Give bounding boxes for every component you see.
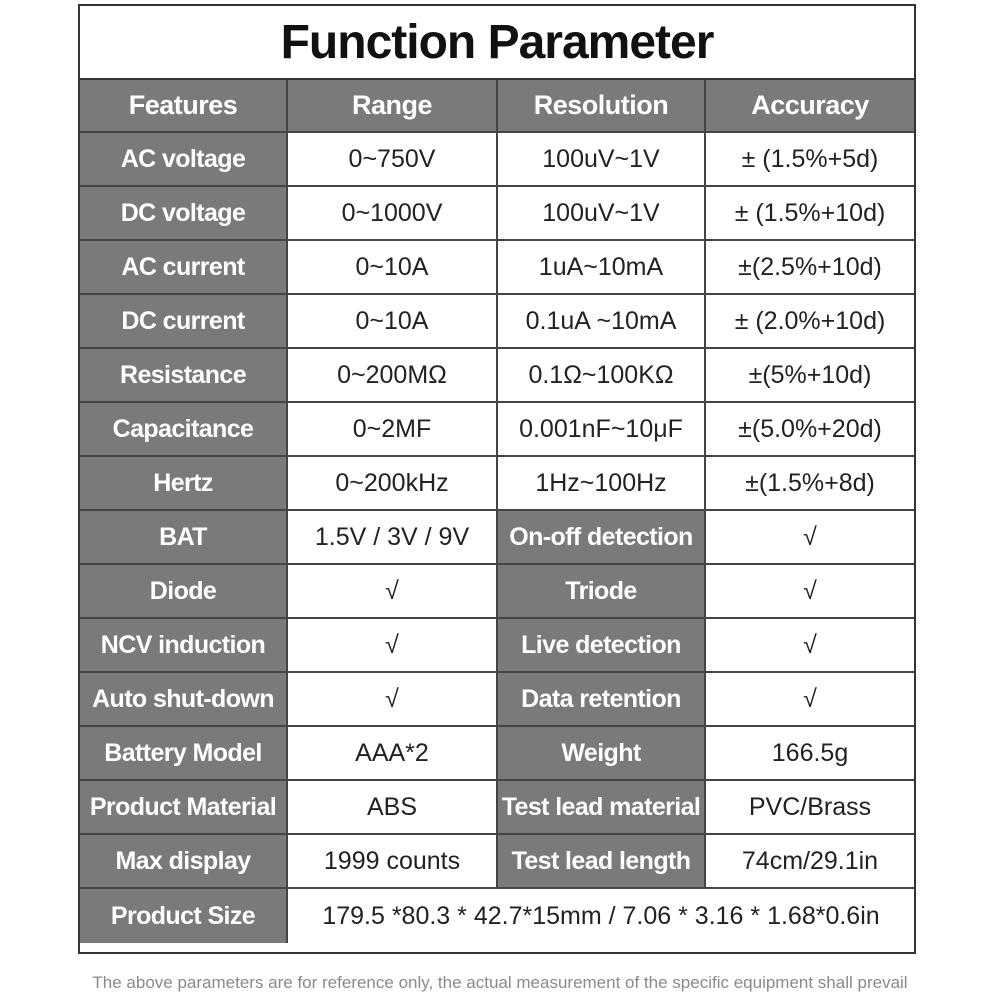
spec-value: √ bbox=[288, 619, 498, 673]
spec-label: Weight bbox=[498, 727, 706, 781]
spec-label: Triode bbox=[498, 565, 706, 619]
spec-value: 74cm/29.1in bbox=[706, 835, 914, 889]
row-label: DC voltage bbox=[80, 187, 288, 241]
product-size-value: 179.5 *80.3 * 42.7*15mm / 7.06 * 3.16 * 1.68*0.6in bbox=[288, 889, 914, 943]
spec-value: PVC/Brass bbox=[706, 781, 914, 835]
column-header-range: Range bbox=[288, 80, 498, 133]
range-cell: 0~1000V bbox=[288, 187, 498, 241]
accuracy-cell: ± (1.5%+10d) bbox=[706, 187, 914, 241]
row-label: Capacitance bbox=[80, 403, 288, 457]
spec-value: √ bbox=[706, 673, 914, 727]
range-cell: 0~200kHz bbox=[288, 457, 498, 511]
page-title: Function Parameter bbox=[80, 6, 914, 80]
spec-label: Live detection bbox=[498, 619, 706, 673]
product-size-label: Product Size bbox=[80, 889, 288, 943]
accuracy-cell: ±(5.0%+20d) bbox=[706, 403, 914, 457]
accuracy-cell: ±(5%+10d) bbox=[706, 349, 914, 403]
resolution-cell: 100uV~1V bbox=[498, 187, 706, 241]
spec-value: AAA*2 bbox=[288, 727, 498, 781]
range-cell: 0~2MF bbox=[288, 403, 498, 457]
spec-value: √ bbox=[706, 565, 914, 619]
footnote: The above parameters are for reference only, the actual measurement of the specific equipment shall prevail bbox=[92, 973, 908, 992]
column-header-accuracy: Accuracy bbox=[706, 80, 914, 133]
resolution-cell: 0.1Ω~100KΩ bbox=[498, 349, 706, 403]
resolution-cell: 0.1uA ~10mA bbox=[498, 295, 706, 349]
spec-label: Test lead length bbox=[498, 835, 706, 889]
range-cell: 0~750V bbox=[288, 133, 498, 187]
spec-label: NCV induction bbox=[80, 619, 288, 673]
row-label: DC current bbox=[80, 295, 288, 349]
range-cell: 0~10A bbox=[288, 241, 498, 295]
spec-value: ABS bbox=[288, 781, 498, 835]
accuracy-cell: ±(1.5%+8d) bbox=[706, 457, 914, 511]
accuracy-cell: ±(2.5%+10d) bbox=[706, 241, 914, 295]
accuracy-cell: ± (1.5%+5d) bbox=[706, 133, 914, 187]
parameter-grid bbox=[80, 80, 914, 943]
spec-label: Battery Model bbox=[80, 727, 288, 781]
function-parameter-table bbox=[78, 4, 916, 954]
range-cell: 0~200MΩ bbox=[288, 349, 498, 403]
spec-value: √ bbox=[288, 673, 498, 727]
spec-label: Max display bbox=[80, 835, 288, 889]
row-label: Hertz bbox=[80, 457, 288, 511]
row-label: AC voltage bbox=[80, 133, 288, 187]
spec-value: √ bbox=[706, 511, 914, 565]
row-label: Resistance bbox=[80, 349, 288, 403]
spec-label: Auto shut-down bbox=[80, 673, 288, 727]
spec-value: 1999 counts bbox=[288, 835, 498, 889]
spec-value: 166.5g bbox=[706, 727, 914, 781]
spec-label: BAT bbox=[80, 511, 288, 565]
range-cell: 0~10A bbox=[288, 295, 498, 349]
accuracy-cell: ± (2.0%+10d) bbox=[706, 295, 914, 349]
spec-label: Product Material bbox=[80, 781, 288, 835]
resolution-cell: 0.001nF~10μF bbox=[498, 403, 706, 457]
row-label: AC current bbox=[80, 241, 288, 295]
column-header-resolution: Resolution bbox=[498, 80, 706, 133]
spec-value: 1.5V / 3V / 9V bbox=[288, 511, 498, 565]
spec-value: √ bbox=[288, 565, 498, 619]
spec-value: √ bbox=[706, 619, 914, 673]
spec-label: Test lead material bbox=[498, 781, 706, 835]
column-header-features: Features bbox=[80, 80, 288, 133]
spec-label: Diode bbox=[80, 565, 288, 619]
spec-label: Data retention bbox=[498, 673, 706, 727]
resolution-cell: 1Hz~100Hz bbox=[498, 457, 706, 511]
resolution-cell: 100uV~1V bbox=[498, 133, 706, 187]
spec-label: On-off detection bbox=[498, 511, 706, 565]
resolution-cell: 1uA~10mA bbox=[498, 241, 706, 295]
